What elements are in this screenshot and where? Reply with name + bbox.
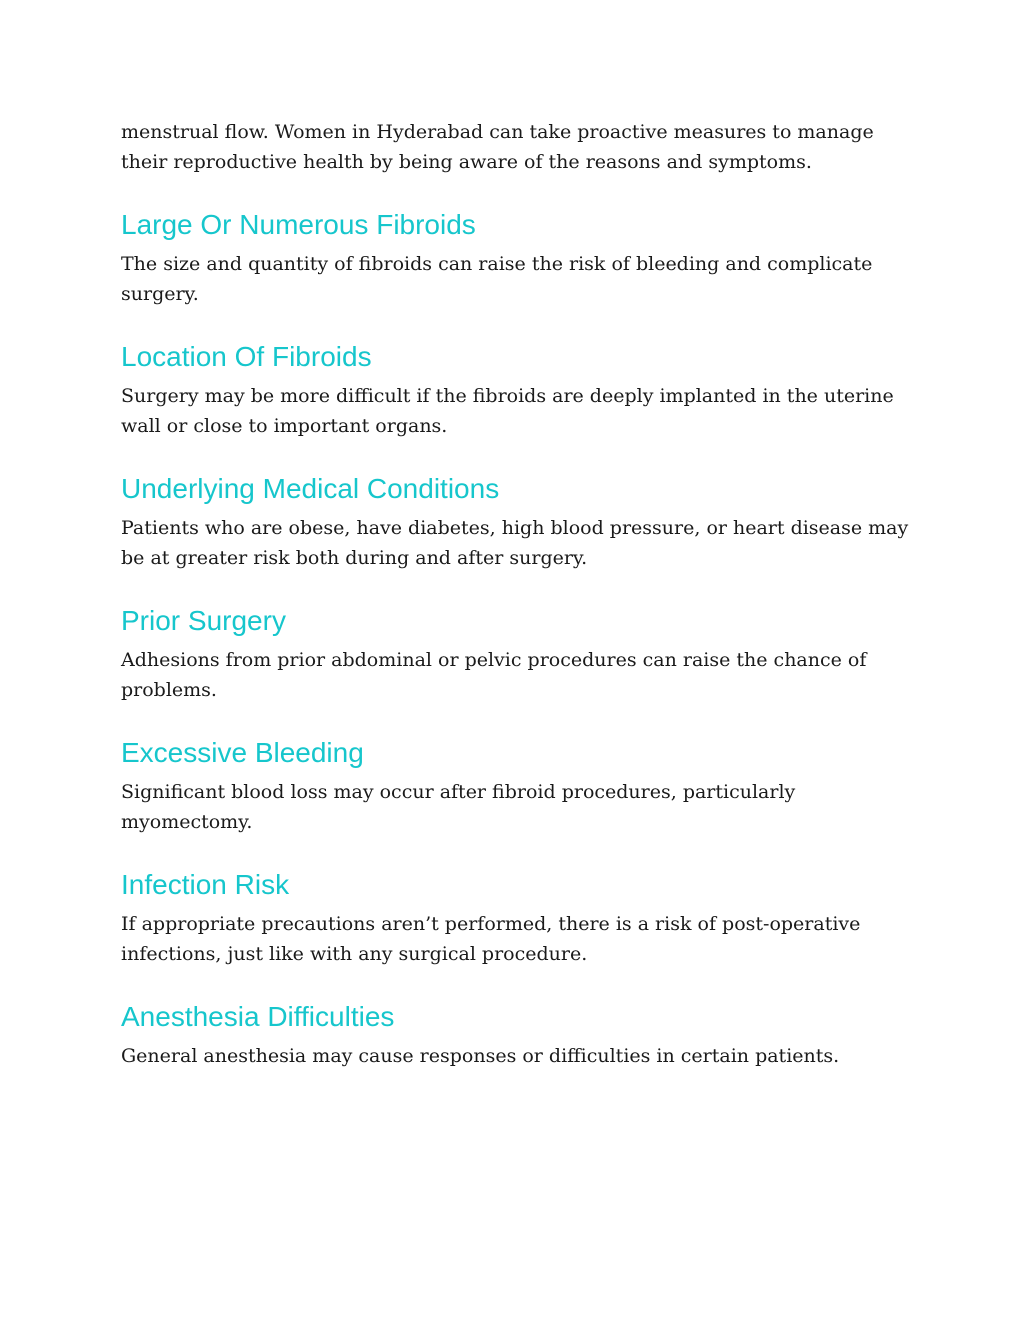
section-heading: Large Or Numerous Fibroids bbox=[121, 209, 476, 240]
document-page bbox=[121, 117, 911, 1071]
section-heading: Prior Surgery bbox=[121, 605, 286, 636]
intro-paragraph: menstrual flow. Women in Hyderabad can take proactive measures to manage their reproductive health by being aware of the reasons and symptoms. bbox=[121, 121, 874, 173]
section-body: Surgery may be more difficult if the fibroids are deeply implanted in the uterine wall or close to important organs. bbox=[121, 385, 894, 437]
section-body: The size and quantity of fibroids can raise the risk of bleeding and complicate surgery. bbox=[121, 253, 873, 305]
section-body: Adhesions from prior abdominal or pelvic procedures can raise the chance of problems. bbox=[121, 649, 867, 701]
section-heading: Excessive Bleeding bbox=[121, 737, 364, 768]
section-location-of-fibroids bbox=[121, 339, 911, 441]
section-body: General anesthesia may cause responses or difficulties in certain patients. bbox=[121, 1045, 840, 1067]
section-heading: Underlying Medical Conditions bbox=[121, 473, 500, 504]
section-infection-risk bbox=[121, 867, 911, 969]
section-underlying-medical-conditions bbox=[121, 471, 911, 573]
section-heading: Infection Risk bbox=[121, 869, 290, 900]
section-heading: Anesthesia Difficulties bbox=[121, 1001, 395, 1032]
section-body: If appropriate precautions aren’t performed, there is a risk of post-operative infections, just like with any surgical procedure. bbox=[121, 913, 861, 965]
section-anesthesia-difficulties bbox=[121, 999, 911, 1071]
section-heading: Location Of Fibroids bbox=[121, 341, 372, 372]
section-prior-surgery bbox=[121, 603, 911, 705]
section-excessive-bleeding bbox=[121, 735, 911, 837]
section-large-numerous-fibroids bbox=[121, 207, 911, 309]
section-body: Significant blood loss may occur after fibroid procedures, particularly myomectomy. bbox=[121, 781, 796, 833]
section-body: Patients who are obese, have diabetes, high blood pressure, or heart disease may be at greater risk both during and after surgery. bbox=[121, 517, 909, 569]
